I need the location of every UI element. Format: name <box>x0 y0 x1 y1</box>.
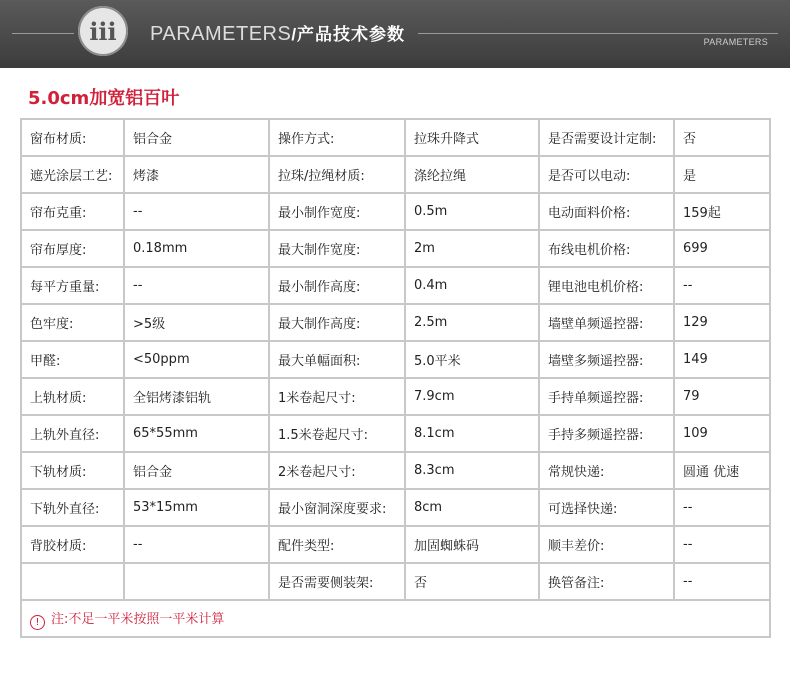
param-value: 圆通 优速 <box>674 452 770 489</box>
param-value: 拉珠升降式 <box>405 119 539 156</box>
param-label: 可选择快递: <box>539 489 674 526</box>
param-value: 8.1cm <box>405 415 539 452</box>
param-label: 墙壁单频遥控器: <box>539 304 674 341</box>
param-label: 手持单频遥控器: <box>539 378 674 415</box>
table-row <box>21 378 770 415</box>
banner-title <box>150 20 405 46</box>
param-value: 加固蜘蛛码 <box>405 526 539 563</box>
section-number-badge: iii <box>78 6 128 56</box>
param-label: 拉珠/拉绳材质: <box>269 156 405 193</box>
param-value: 65*55mm <box>124 415 269 452</box>
note-cell <box>21 600 770 637</box>
param-label: 最大制作高度: <box>269 304 405 341</box>
banner-divider-left <box>12 33 74 34</box>
param-label: 1.5米卷起尺寸: <box>269 415 405 452</box>
param-value: 8cm <box>405 489 539 526</box>
param-value: 涤纶拉绳 <box>405 156 539 193</box>
note-text: 注:不足一平米按照一平米计算 <box>51 611 225 627</box>
param-label: 帘布厚度: <box>21 230 124 267</box>
param-value: 699 <box>674 230 770 267</box>
param-value: 0.18mm <box>124 230 269 267</box>
param-label: 是否可以电动: <box>539 156 674 193</box>
param-label <box>21 563 124 600</box>
table-row <box>21 341 770 378</box>
param-label: 下轨材质: <box>21 452 124 489</box>
param-value: -- <box>674 526 770 563</box>
param-label: 窗布材质: <box>21 119 124 156</box>
param-value: 2m <box>405 230 539 267</box>
param-value: 109 <box>674 415 770 452</box>
param-label: 1米卷起尺寸: <box>269 378 405 415</box>
param-value: 铝合金 <box>124 119 269 156</box>
table-row <box>21 304 770 341</box>
param-value: -- <box>124 267 269 304</box>
header-banner <box>0 0 790 68</box>
table-row <box>21 230 770 267</box>
param-value: <50ppm <box>124 341 269 378</box>
param-value: 53*15mm <box>124 489 269 526</box>
param-value: 8.3cm <box>405 452 539 489</box>
table-row <box>21 267 770 304</box>
param-value: -- <box>124 193 269 230</box>
param-value: 0.4m <box>405 267 539 304</box>
param-label: 背胶材质: <box>21 526 124 563</box>
param-label: 是否需要侧装架: <box>269 563 405 600</box>
param-value: 129 <box>674 304 770 341</box>
param-label: 常规快递: <box>539 452 674 489</box>
param-label: 遮光涂层工艺: <box>21 156 124 193</box>
param-label: 下轨外直径: <box>21 489 124 526</box>
param-label: 布线电机价格: <box>539 230 674 267</box>
param-label: 手持多频遥控器: <box>539 415 674 452</box>
note <box>30 612 224 627</box>
parameters-table-body <box>21 119 770 600</box>
param-label: 帘布克重: <box>21 193 124 230</box>
table-row <box>21 489 770 526</box>
note-row <box>21 600 770 637</box>
param-label: 最小窗洞深度要求: <box>269 489 405 526</box>
banner-small-label: PARAMETERS <box>703 37 768 47</box>
param-value: 79 <box>674 378 770 415</box>
param-value: 全铝烤漆铝轨 <box>124 378 269 415</box>
param-label: 锂电池电机价格: <box>539 267 674 304</box>
warning-circle-icon: ! <box>30 615 45 630</box>
param-value: 149 <box>674 341 770 378</box>
param-label: 最小制作高度: <box>269 267 405 304</box>
table-row <box>21 452 770 489</box>
param-label: 甲醛: <box>21 341 124 378</box>
param-value: 159起 <box>674 193 770 230</box>
banner-title-en: PARAMETERS <box>150 23 292 45</box>
param-label: 墙壁多频遥控器: <box>539 341 674 378</box>
product-title: 5.0cm加宽铝百叶 <box>28 88 180 109</box>
param-value: -- <box>674 489 770 526</box>
parameters-table <box>20 118 771 638</box>
param-label: 最大制作宽度: <box>269 230 405 267</box>
param-label: 每平方重量: <box>21 267 124 304</box>
param-label: 上轨材质: <box>21 378 124 415</box>
param-value: -- <box>124 526 269 563</box>
param-value: 7.9cm <box>405 378 539 415</box>
param-label: 配件类型: <box>269 526 405 563</box>
param-label: 电动面料价格: <box>539 193 674 230</box>
table-row <box>21 119 770 156</box>
param-value: 铝合金 <box>124 452 269 489</box>
table-row <box>21 156 770 193</box>
param-label: 换管备注: <box>539 563 674 600</box>
param-value: 2.5m <box>405 304 539 341</box>
table-row <box>21 193 770 230</box>
param-label: 色牢度: <box>21 304 124 341</box>
param-value <box>124 563 269 600</box>
table-row <box>21 526 770 563</box>
param-value: 0.5m <box>405 193 539 230</box>
param-value: -- <box>674 267 770 304</box>
param-value: >5级 <box>124 304 269 341</box>
banner-divider-right <box>418 33 778 34</box>
param-label: 2米卷起尺寸: <box>269 452 405 489</box>
param-label: 是否需要设计定制: <box>539 119 674 156</box>
param-value: -- <box>674 563 770 600</box>
param-label: 最小制作宽度: <box>269 193 405 230</box>
param-value: 烤漆 <box>124 156 269 193</box>
banner-title-cn: /产品技术参数 <box>291 25 406 44</box>
param-label: 最大单幅面积: <box>269 341 405 378</box>
param-value: 5.0平米 <box>405 341 539 378</box>
table-row <box>21 563 770 600</box>
param-label: 操作方式: <box>269 119 405 156</box>
table-row <box>21 415 770 452</box>
param-value: 否 <box>405 563 539 600</box>
param-label: 上轨外直径: <box>21 415 124 452</box>
param-value: 是 <box>674 156 770 193</box>
param-value: 否 <box>674 119 770 156</box>
param-label: 顺丰差价: <box>539 526 674 563</box>
